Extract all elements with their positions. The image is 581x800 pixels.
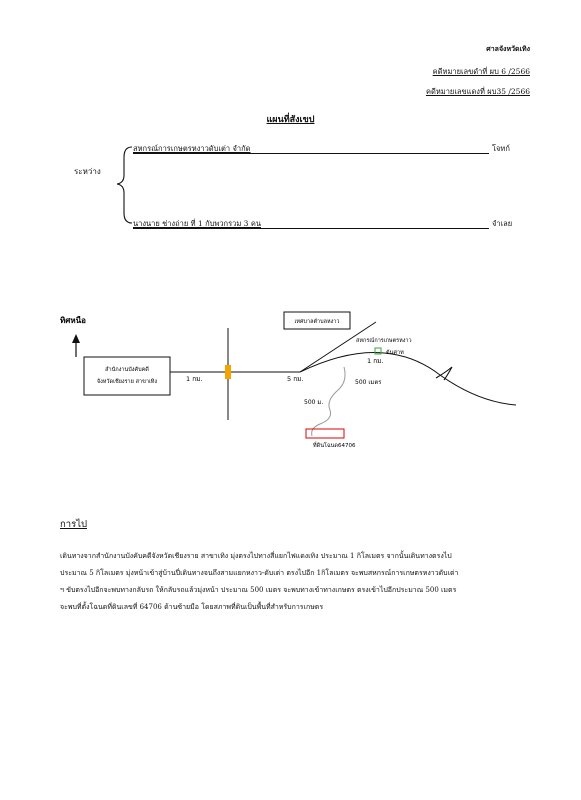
between-label: ระหว่าง <box>74 167 101 176</box>
tambon-label: เทศบาลตำบลหงาว <box>294 319 340 325</box>
plaintiff-name: สหกรณ์การเกษตรหงาวดับเต่า จำกัด <box>133 144 251 153</box>
office-label-line2: จังหวัดเชียงราย สาขาเทิง <box>96 379 158 385</box>
distance-5km: 5 กม. <box>287 375 304 383</box>
tree-label: ต้นค่าท <box>386 350 404 356</box>
coop-label: สหกรณ์การเกษตรหงาว <box>356 338 412 344</box>
distance-500m-track: 500 ม. <box>304 399 324 406</box>
defendant-name: นางนาย ช่างถ่าย ที่ 1 กับพวกรวม 3 คน <box>133 219 261 228</box>
land-plot-label: ที่ดินโฉนด64706 <box>313 443 356 449</box>
court-name: ศาลจังหวัดเทิง <box>486 44 530 53</box>
defendant-role: จำเลย <box>492 219 513 228</box>
directions-line: ฯ ขับตรงไปอีกจะพบทางกลับรถ ให้กลับรถแล้วมุ่งหน้า ประมาณ 500 เมตร จะพบทางเข้าทางเกษตร ตรงเข้าไปอีกประมาณ 500 เมตร <box>60 586 457 594</box>
directions-heading: การไป <box>60 519 87 530</box>
directions-line: เดินทางจากสำนักงานบังคับคดีจังหวัดเชียงราย สาขาเทิง มุ่งตรงไปทางสี่แยกไฟแดงเทิง ประมาณ 1 กิโลเมตร จากนั้นเดินทางตรงไป <box>60 552 452 560</box>
black-case-number: คดีหมายเลขดำที่ ผบ 6 /2566 <box>432 67 530 76</box>
north-label: ทิศหนือ <box>60 316 86 325</box>
directions-line: ประมาณ 5 กิโลเมตร มุ่งหน้าเข้าสู่บ้านปี่เดินทางจนถึงสามแยกหงาว-ดับเต่า ตรงไปอีก 1กิโลเมตร จะพบสหกรณ์การเกษตรหงาวดับเต่า <box>60 569 459 577</box>
distance-1km-first: 1 กม. <box>186 375 203 383</box>
distance-500m-road: 500 เมตร <box>355 379 382 386</box>
directions-paragraph <box>60 548 530 616</box>
page-title: แผนที่สังเขป <box>266 115 315 125</box>
office-box <box>84 357 170 395</box>
traffic-light-marker <box>225 365 231 379</box>
office-label-line1: สำนักงานบังคับคดี <box>105 367 149 373</box>
north-arrow-icon <box>72 334 80 357</box>
red-case-number: คดีหมายเลขแดงที่ ผบ35 /2566 <box>425 87 530 96</box>
directions-line: จะพบที่ตั้งโฉนดที่ดินเลขที่ 64706 ด้านซ้ายมือ โดยสภาพที่ดินเป็นพื้นที่สำหรับการเกษตร <box>60 603 324 611</box>
distance-1km-second: 1 กม. <box>367 357 384 365</box>
plaintiff-role: โจทก์ <box>492 144 510 153</box>
road-to-coop <box>300 352 516 405</box>
